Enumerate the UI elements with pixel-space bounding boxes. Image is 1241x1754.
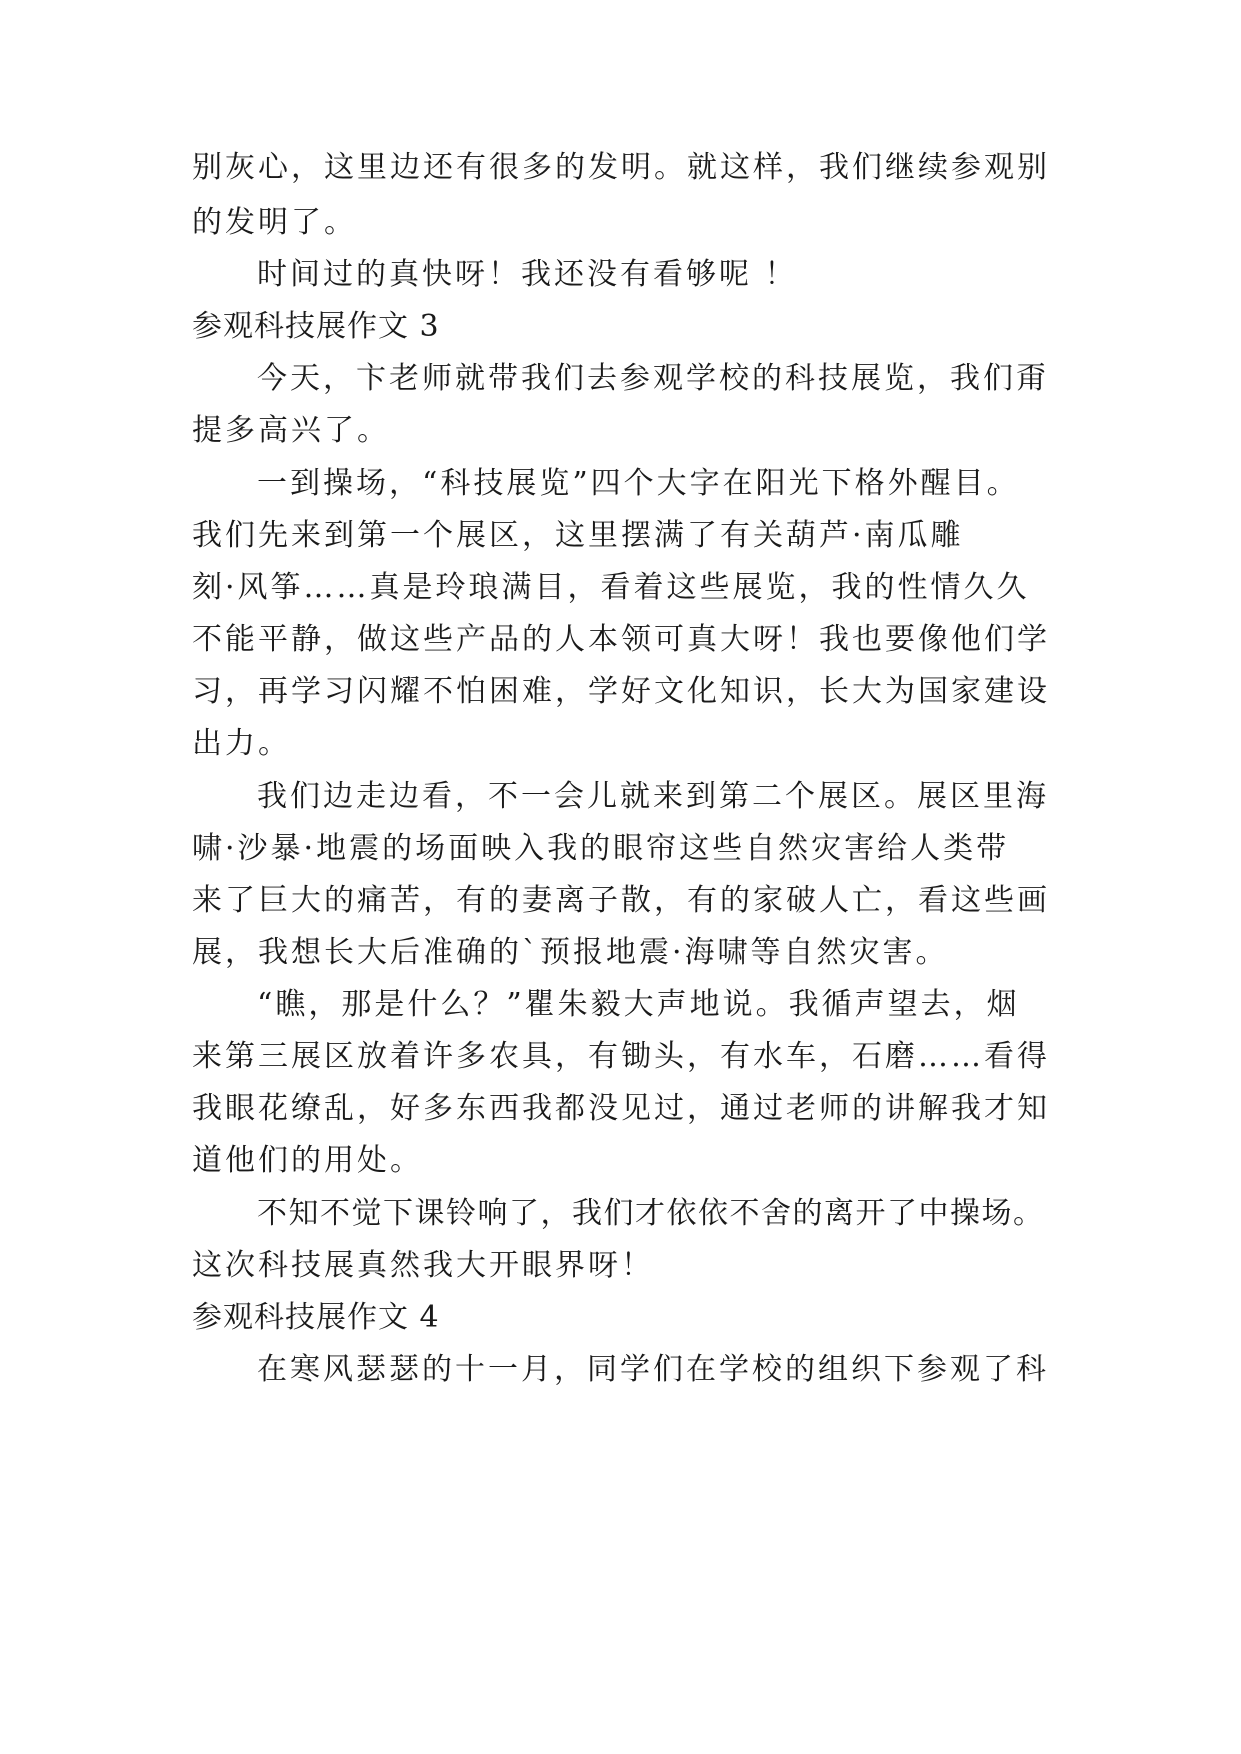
section-heading: 参观科技展作文 4 — [192, 1300, 440, 1335]
text-line: 一到操场，“科技展览”四个大字在阳光下格外醒目。 — [257, 466, 1020, 501]
text-line: 在寒风瑟瑟的十一月，同学们在学校的组织下参观了科 — [257, 1352, 1049, 1387]
text-line: 的发明了。 — [192, 205, 357, 240]
text-line: 来了巨大的痛苦，有的妻离子散，有的家破人亡，看这些画 — [192, 883, 1050, 918]
text-line: 今天，卞老师就带我们去参观学校的科技展览，我们甭 — [257, 361, 1049, 396]
text-line: 这次科技展真然我大开眼界呀！ — [192, 1248, 654, 1283]
text-line: 提多高兴了。 — [192, 413, 390, 448]
text-line: 来第三展区放着许多农具，有锄头，有水车，石磨……看得 — [192, 1039, 1050, 1074]
text-line: 我们边走边看，不一会儿就来到第二个展区。展区里海 — [257, 779, 1049, 814]
text-line: 刻·风筝……真是玲琅满目，看着这些展览，我的性情久久 — [192, 570, 1030, 605]
text-line: 不知不觉下课铃响了，我们才依依不舍的离开了中操场。 — [257, 1196, 1045, 1231]
text-line: 出力。 — [192, 726, 291, 761]
text-line: 啸·沙暴·地震的场面映入我的眼帘这些自然灾害给人类带 — [192, 831, 1010, 866]
text-line: 时间过的真快呀！我还没有看够呢 ！ — [257, 257, 798, 292]
section-heading: 参观科技展作文 3 — [192, 309, 440, 344]
text-line: 我们先来到第一个展区，这里摆满了有关葫芦·南瓜雕 — [192, 518, 964, 553]
text-line: 不能平静，做这些产品的人本领可真大呀！我也要像他们学 — [192, 622, 1050, 657]
text-line: 别灰心，这里边还有很多的发明。就这样，我们继续参观别 — [192, 150, 1050, 185]
text-line: “瞧，那是什么？”瞿朱毅大声地说。我循声望去，烟 — [257, 987, 1020, 1022]
text-line: 我眼花缭乱，好多东西我都没见过，通过老师的讲解我才知 — [192, 1091, 1050, 1126]
text-line: 展，我想长大后准确的`预报地震·海啸等自然灾害。 — [192, 935, 949, 970]
text-line: 习，再学习闪耀不怕困难，学好文化知识，长大为国家建设 — [192, 674, 1050, 709]
text-line: 道他们的用处。 — [192, 1143, 423, 1178]
